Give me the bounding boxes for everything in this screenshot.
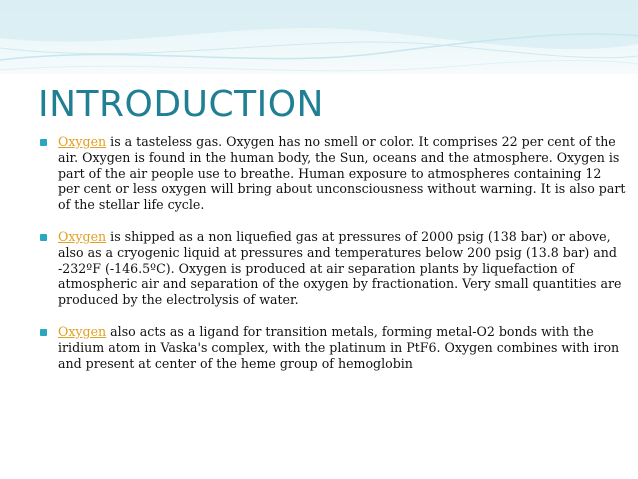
slide-title: INTRODUCTION [38,84,324,125]
bullet-list [40,134,626,387]
bullet-marker-icon [40,139,47,146]
decorative-waves [0,0,638,80]
bullet-item [40,229,626,308]
oxygen-link[interactable]: Oxygen [58,228,107,244]
bullet-item [40,134,626,213]
oxygen-link[interactable]: Oxygen [58,323,107,339]
bullet-text: is shipped as a non liquefied gas at pressures of 2000 psig (138 bar) or above, also as a cryogenic liquid at pressures and temperatures below 200 psig (13.8 bar) and -232ºF (-146.5ºC). Oxygen is produced at air separation plants by liquefaction of atmospheric air and separation of the oxygen by fractionation. Very small quantities are produced by the electrolysis of water. [58,228,622,308]
bullet-text: is a tasteless gas. Oxygen has no smell or color. It comprises 22 per cent of the air. Oxygen is found in the human body, the Sun, oceans and the atmosphere. Oxygen is part of the air people use to breathe. Human exposure to atmospheres containing 12 per cent or less oxygen will bring about unconsciousness without warning. It is also part of the stellar life cycle. [58,134,626,213]
oxygen-link[interactable]: Oxygen [58,134,107,149]
bullet-marker-icon [40,329,47,336]
bullet-marker-icon [40,234,47,241]
bullet-text: also acts as a ligand for transition metals, forming metal-O2 bonds with the iridium atom in Vaska's complex, with the platinum in PtF6. Oxygen combines with iron and present at center of the heme group of hemoglobin [58,323,620,371]
bullet-item [40,324,626,371]
